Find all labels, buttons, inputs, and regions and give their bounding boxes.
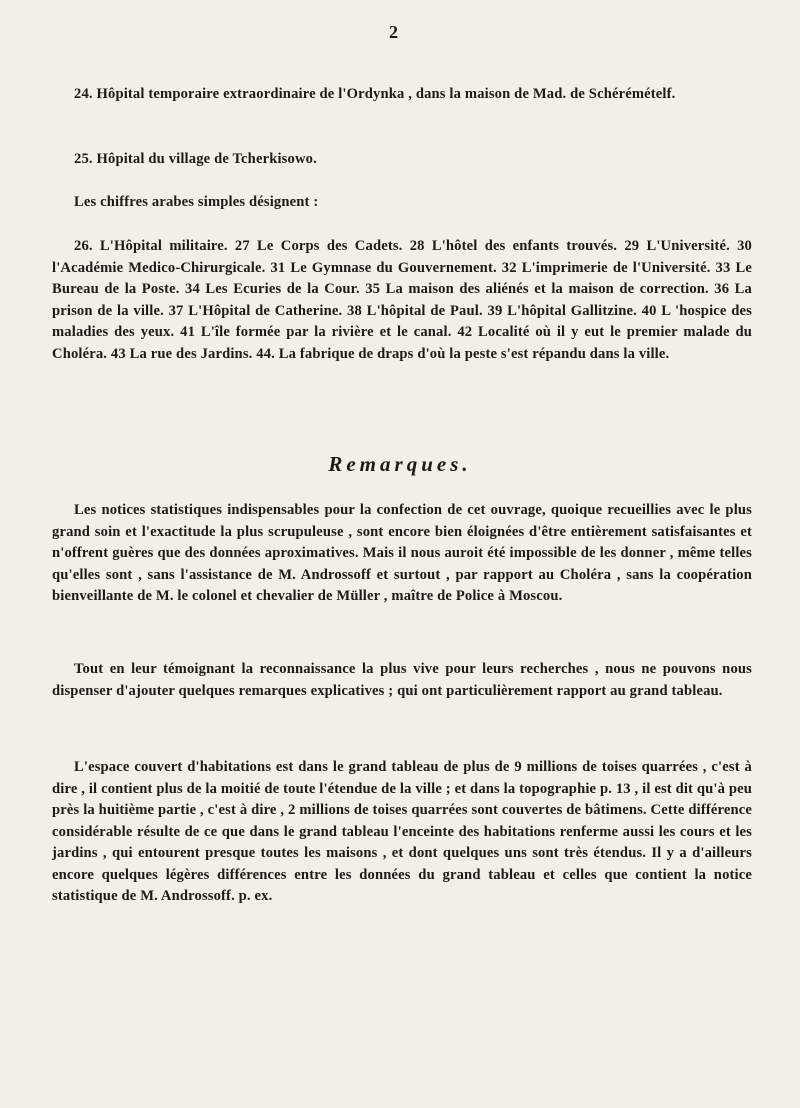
remarks-paragraph-1: Les notices statistiques indispensables pour la confection de cet ouvrage, quoique recueillies avec le plus grand soin et l'exactitude la plus scrupuleuse , sont encore bien éloignées d'être entièrement satisfaisantes et n'offrent guères que des données aproximatives. Mais il nous auroit été impossible de les donner , même telles qu'elles sont , sans l'assistance de M. Androssoff et surtout , par rapport au Choléra , sans la coopération bienveillante de M. le colonel et chevalier de Müller , maître de Police à Moscou.: [52, 502, 752, 604]
legend-intro: Les chiffres arabes simples désignent :: [74, 194, 319, 210]
entry-25: 25. Hôpital du village de Tcherkisowo.: [74, 151, 317, 167]
remarks-paragraph-3: L'espace couvert d'habitations est dans le grand tableau de plus de 9 millions de toises quarrées , c'est à dire , il contient plus de la moitié de toute l'étendue de la ville ; et dans la topographie p. 13 , il est dit qu'à peu près la huitième partie , c'est à dire , 2 millions de toises quarrées sont couvertes de bâtimens. Cette différence considérable résulte de ce que dans le grand tableau l'enceinte des habitations renferme aussi les cours et les jardins , qui entourent presque toutes les maisons , et dont quelques uns sont très étendus. Il y a d'ailleurs encore quelques légères différences entre les données du grand tableau et celles que contient la notice statistique de M. Androssoff. p. ex.: [52, 759, 753, 904]
remarks-paragraph-2: Tout en leur témoignant la reconnaissance la plus vive pour leurs recherches , nous ne pouvons nous dispenser d'ajouter quelques remarques explicatives ; qui ont particulièrement rapport au grand tableau.: [52, 661, 752, 699]
section-heading: Remarques.: [328, 452, 472, 476]
legend-list: 26. L'Hôpital militaire. 27 Le Corps des Cadets. 28 L'hôtel des enfants trouvés. 29 L'Université. 30 l'Académie Medico-Chirurgicale. 31 Le Gymnase du Gouvernement. 32 L'imprimerie de l'Université. 33 Le Bureau de la Poste. 34 Les Ecuries de la Cour. 35 La maison des aliénés et la maison de correction. 36 La prison de la ville. 37 L'Hôpital de Catherine. 38 L'hôpital de Paul. 39 L'hôpital Gallitzine. 40 L 'hospice des maladies des yeux. 41 L'île formée par la rivière et le canal. 42 Localité où il y eut le premier malade du Choléra. 43 La rue des Jardins. 44. La fabrique de draps d'où la peste s'est répandu dans la ville.: [52, 238, 752, 362]
entry-24: 24. Hôpital temporaire extraordinaire de l'Ordynka , dans la maison de Mad. de Schérémételf.: [74, 86, 676, 102]
page-number: 2: [389, 22, 398, 42]
